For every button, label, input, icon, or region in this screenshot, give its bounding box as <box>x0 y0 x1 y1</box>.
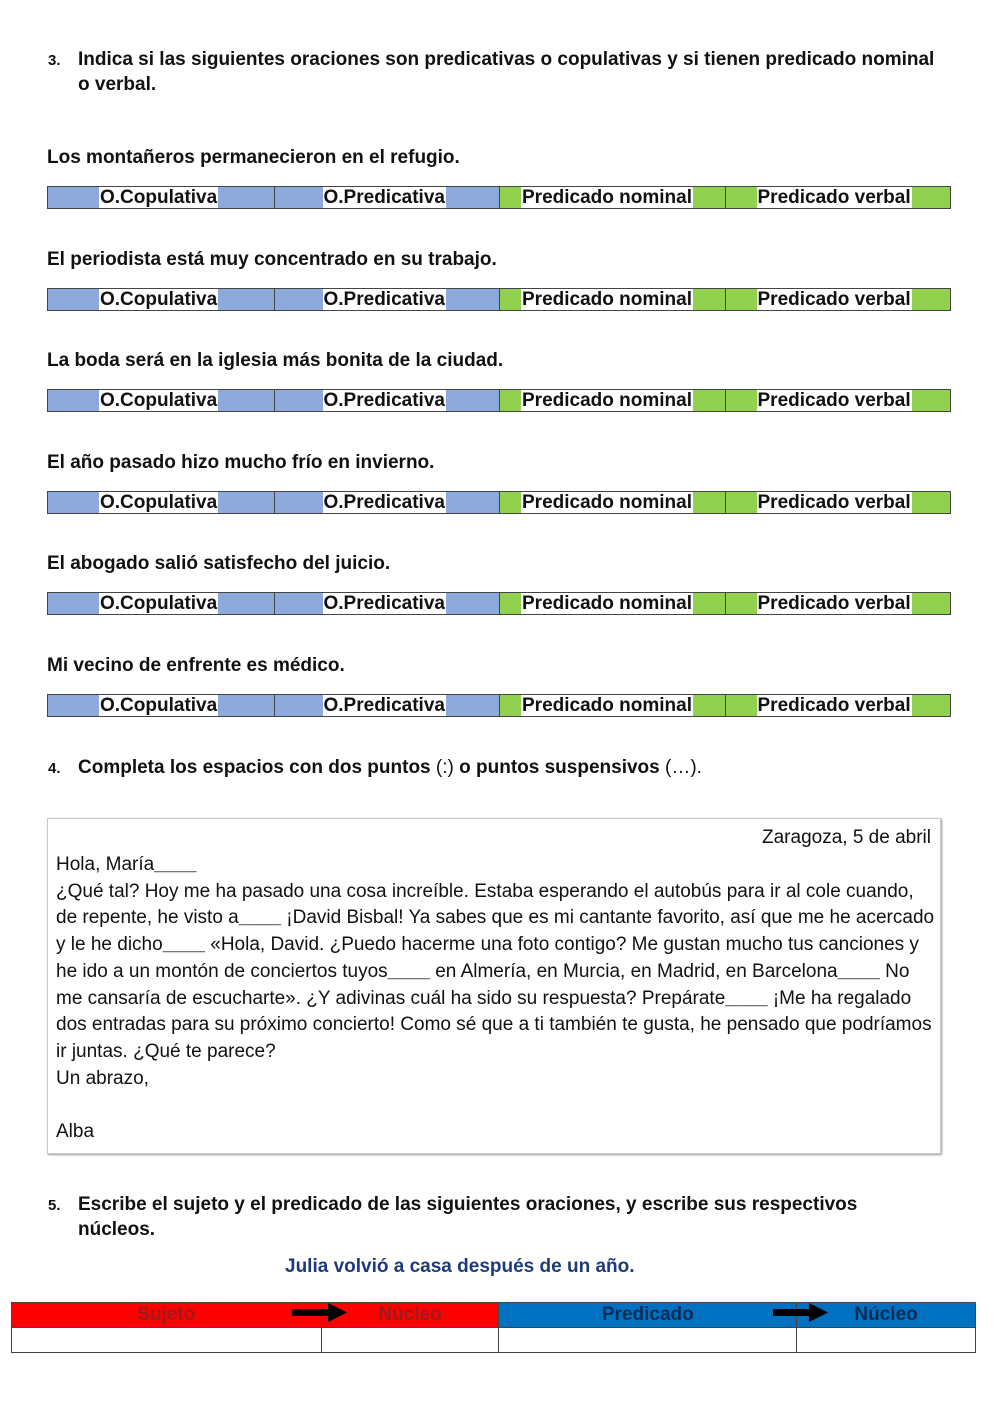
option-predicado-nominal[interactable] <box>499 492 725 513</box>
blank-space[interactable]: ____ <box>238 907 282 929</box>
question-5-sentence: Julia volvió a casa después de un año. <box>285 1256 635 1277</box>
letter-text: ¡David Bisbal! Ya sabes que es mi cantante favorito, así que me he acercado y le he dicho <box>56 907 935 956</box>
instruction-part-a: Completa los espacios con dos puntos <box>78 757 431 778</box>
question-4-instruction <box>78 755 938 780</box>
question-4-number: 4. <box>48 760 61 777</box>
option-label: O.Predicativa <box>323 187 445 208</box>
answer-sujeto-cell[interactable] <box>12 1328 322 1353</box>
question-5-instruction: Escribe el sujeto y el predicado de las siguientes oraciones, y escribe sus respectivos núcleos. <box>78 1194 858 1240</box>
answer-predicado-cell[interactable] <box>499 1328 797 1353</box>
header-nucleo-predicado: Núcleo <box>797 1303 976 1328</box>
question-5-number: 5. <box>48 1197 61 1214</box>
option-label: Predicado verbal <box>757 492 911 513</box>
option-label: O.Predicativa <box>323 289 445 310</box>
option-predicado-verbal[interactable] <box>725 289 951 310</box>
option-label: Predicado verbal <box>757 695 911 716</box>
option-label: Predicado verbal <box>757 187 911 208</box>
option-predicativa[interactable] <box>274 695 500 716</box>
letter-text: en Almería, en Murcia, en Madrid, en Barcelona <box>429 960 838 982</box>
sentence-2: El periodista está muy concentrado en su trabajo. <box>47 249 497 270</box>
letter-text: No me cansaría de escucharte». ¿Y adivinas cuál ha sido su respuesta? Prepárate <box>56 960 910 1009</box>
option-label: O.Predicativa <box>323 695 445 716</box>
option-label: O.Copulativa <box>100 492 218 513</box>
option-copulativa[interactable] <box>48 187 274 208</box>
colon-symbol: (:) <box>435 757 454 778</box>
sentence-3: La boda será en la iglesia más bonita de la ciudad. <box>47 350 504 371</box>
option-label: Predicado verbal <box>757 289 911 310</box>
letter-place-date: Zaragoza, 5 de abril <box>762 827 931 848</box>
sentence-1: Los montañeros permanecieron en el refugio. <box>47 147 460 168</box>
option-label: Predicado verbal <box>757 593 911 614</box>
option-label: Predicado nominal <box>522 187 692 208</box>
option-predicativa[interactable] <box>274 492 500 513</box>
letter-greeting: Hola, María <box>56 854 155 875</box>
sentence-5: El abogado salió satisfecho del juicio. <box>47 553 391 574</box>
option-label: Predicado verbal <box>757 390 911 411</box>
option-label: O.Copulativa <box>100 289 218 310</box>
option-predicado-nominal[interactable] <box>499 695 725 716</box>
letter-signature: Alba <box>56 1121 95 1143</box>
option-label: O.Predicativa <box>323 390 445 411</box>
option-copulativa[interactable] <box>48 593 274 614</box>
option-label: O.Predicativa <box>323 593 445 614</box>
blank-space[interactable]: ____ <box>837 960 880 982</box>
option-label: Predicado nominal <box>522 593 692 614</box>
option-label: O.Copulativa <box>100 593 218 614</box>
option-predicado-nominal[interactable] <box>499 390 725 411</box>
option-copulativa[interactable] <box>48 492 274 513</box>
option-label: O.Copulativa <box>100 695 218 716</box>
letter-text: ¿Qué tal? Hoy me ha pasado una cosa increíble. Estaba esperando el autobús para ir al cole cuando, de repente, he visto a <box>56 880 914 929</box>
blank-space[interactable]: ____ <box>154 854 197 875</box>
option-copulativa[interactable] <box>48 695 274 716</box>
letter-box <box>47 818 941 1154</box>
sentence-4: El año pasado hizo mucho frío en invierno. <box>47 452 435 473</box>
header-nucleo-sujeto: Núcleo <box>321 1303 499 1328</box>
option-predicado-verbal[interactable] <box>725 695 951 716</box>
option-predicado-nominal[interactable] <box>499 593 725 614</box>
blank-space[interactable]: ____ <box>162 934 205 956</box>
letter-text: «Hola, David. ¿Puedo hacerme una foto contigo? Me gustan mucho tus canciones y he ido a un montón de conciertos tuyos <box>56 934 919 982</box>
option-label: Predicado nominal <box>522 390 692 411</box>
options-row-3 <box>47 389 951 412</box>
instruction-part-b: o puntos suspensivos <box>459 757 660 778</box>
option-predicativa[interactable] <box>274 289 500 310</box>
blank-space[interactable]: ____ <box>725 987 768 1009</box>
sentence-6: Mi vecino de enfrente es médico. <box>47 655 345 676</box>
letter-paragraph <box>56 879 936 1066</box>
answer-nucleo-sujeto-cell[interactable] <box>321 1328 499 1353</box>
option-label: Predicado nominal <box>522 289 692 310</box>
option-predicado-verbal[interactable] <box>725 390 951 411</box>
option-predicativa[interactable] <box>274 390 500 411</box>
option-predicado-verbal[interactable] <box>725 492 951 513</box>
options-row-6 <box>47 694 951 717</box>
option-label: O.Copulativa <box>100 187 218 208</box>
ellipsis-symbol: (…). <box>665 757 702 778</box>
subject-predicate-table <box>11 1302 976 1353</box>
options-row-1 <box>47 186 951 209</box>
option-predicativa[interactable] <box>274 187 500 208</box>
question-3-number: 3. <box>48 52 61 69</box>
question-3-instruction: Indica si las siguientes oraciones son predicativas o copulativas y si tienen predicado nominal o verbal. <box>78 49 935 95</box>
letter-body <box>56 852 936 1146</box>
letter-greeting-line <box>56 852 936 879</box>
option-predicado-nominal[interactable] <box>499 187 725 208</box>
options-row-5 <box>47 592 951 615</box>
arrow-right-icon <box>773 1302 829 1324</box>
option-predicado-nominal[interactable] <box>499 289 725 310</box>
option-copulativa[interactable] <box>48 390 274 411</box>
option-label: O.Predicativa <box>323 492 445 513</box>
option-predicado-verbal[interactable] <box>725 187 951 208</box>
option-predicado-verbal[interactable] <box>725 593 951 614</box>
options-row-2 <box>47 288 951 311</box>
arrow-right-icon <box>292 1302 348 1324</box>
option-predicativa[interactable] <box>274 593 500 614</box>
option-label: Predicado nominal <box>522 695 692 716</box>
options-row-4 <box>47 491 951 514</box>
option-label: Predicado nominal <box>522 492 692 513</box>
table-header-row <box>12 1303 976 1328</box>
option-label: O.Copulativa <box>100 390 218 411</box>
blank-space[interactable]: ____ <box>387 960 430 982</box>
table-answer-row <box>12 1328 976 1353</box>
letter-closing: Un abrazo, <box>56 1067 149 1089</box>
answer-nucleo-predicado-cell[interactable] <box>797 1328 976 1353</box>
letter-text: ¡Me ha regalado dos entradas para su próximo concierto! Como sé que a ti también te gusta, he pensado que podríamos ir juntas. ¿Qué te parece? <box>56 987 932 1062</box>
option-copulativa[interactable] <box>48 289 274 310</box>
header-sujeto: Sujeto <box>12 1303 322 1328</box>
header-predicado: Predicado <box>499 1303 797 1328</box>
